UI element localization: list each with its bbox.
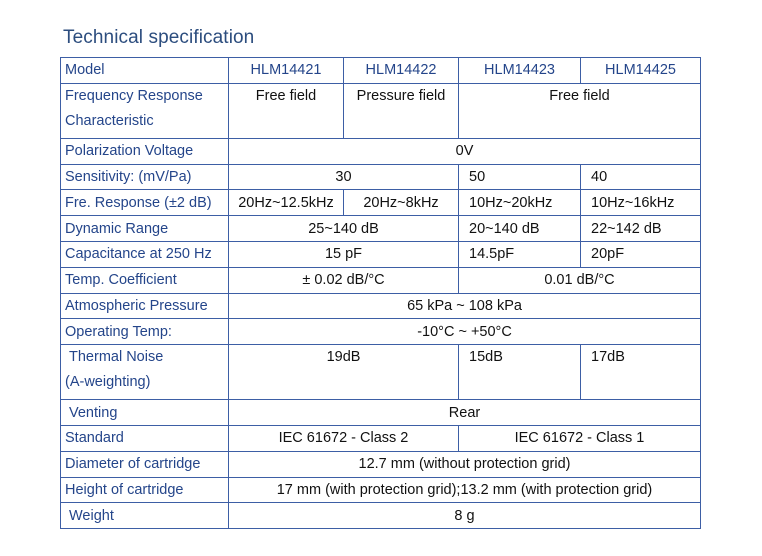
table-row-diameter <box>61 451 701 477</box>
row-label-polarization: Polarization Voltage <box>61 138 229 164</box>
row-label-model: Model <box>61 58 229 84</box>
cell-value: 25~140 dB <box>229 216 459 242</box>
table-row-operating-temp <box>61 319 701 345</box>
table-row-sensitivity <box>61 164 701 190</box>
row-label-capacitance: Capacitance at 250 Hz <box>61 241 229 267</box>
page-title: Technical specification <box>63 27 255 48</box>
cell-value: 0.01 dB/°C <box>459 267 701 293</box>
cell-value: IEC 61672 - Class 1 <box>459 425 701 451</box>
cell-value: 8 g <box>229 503 701 529</box>
row-label-operating-temp: Operating Temp: <box>61 319 229 345</box>
column-header-hlm14422: HLM14422 <box>344 58 459 84</box>
row-label-dynamic-range: Dynamic Range <box>61 216 229 242</box>
cell-value: 15dB <box>459 345 581 400</box>
cell-value: 50 <box>459 164 581 190</box>
cell-value: 20pF <box>581 241 701 267</box>
label-line-1: Frequency Response <box>65 87 203 104</box>
column-header-hlm14421: HLM14421 <box>229 58 344 84</box>
table-row-dynamic-range <box>61 216 701 242</box>
cell-value: 19dB <box>229 345 459 400</box>
row-label-venting: Venting <box>61 400 229 426</box>
cell-value: 10Hz~16kHz <box>581 190 701 216</box>
cell-value: 22~142 dB <box>581 216 701 242</box>
table-row-venting <box>61 400 701 426</box>
cell-value: 20~140 dB <box>459 216 581 242</box>
cell-value: 10Hz~20kHz <box>459 190 581 216</box>
column-header-hlm14423: HLM14423 <box>459 58 581 84</box>
cell-value: IEC 61672 - Class 2 <box>229 425 459 451</box>
table-row-frequency-characteristic <box>61 83 701 138</box>
table-row-weight <box>61 503 701 529</box>
cell-value: Pressure field <box>344 83 459 138</box>
cell-value: 20Hz~12.5kHz <box>229 190 344 216</box>
row-label-fre-response: Fre. Response (±2 dB) <box>61 190 229 216</box>
cell-value: 14.5pF <box>459 241 581 267</box>
row-label-diameter: Diameter of cartridge <box>61 451 229 477</box>
table-row-atmospheric-pressure <box>61 293 701 319</box>
cell-value: 17 mm (with protection grid);13.2 mm (with protection grid) <box>229 477 701 503</box>
spec-table <box>60 57 701 529</box>
row-label-sensitivity: Sensitivity: (mV/Pa) <box>61 164 229 190</box>
cell-value: 30 <box>229 164 459 190</box>
label-line-2: Characteristic <box>65 112 154 129</box>
cell-value: ± 0.02 dB/°C <box>229 267 459 293</box>
label-line-1: Thermal Noise <box>69 349 164 366</box>
table-row-polarization <box>61 138 701 164</box>
cell-value: 40 <box>581 164 701 190</box>
table-row-model <box>61 58 701 84</box>
cell-value: 0V <box>229 138 701 164</box>
cell-value: -10°C ~ +50°C <box>229 319 701 345</box>
cell-value: Free field <box>459 83 701 138</box>
cell-value: 20Hz~8kHz <box>344 190 459 216</box>
label-line-2: (A-weighting) <box>65 374 151 391</box>
row-label-temp-coefficient: Temp. Coefficient <box>61 267 229 293</box>
table-row-thermal-noise <box>61 345 701 400</box>
table-row-standard <box>61 425 701 451</box>
table-row-capacitance <box>61 241 701 267</box>
cell-value: 17dB <box>581 345 701 400</box>
row-label-frequency-characteristic <box>61 83 229 138</box>
column-header-hlm14425: HLM14425 <box>581 58 701 84</box>
row-label-atmospheric-pressure: Atmospheric Pressure <box>61 293 229 319</box>
table-row-fre-response <box>61 190 701 216</box>
row-label-standard: Standard <box>61 425 229 451</box>
cell-value: 65 kPa ~ 108 kPa <box>229 293 701 319</box>
cell-value: Rear <box>229 400 701 426</box>
table-row-height <box>61 477 701 503</box>
cell-value: 12.7 mm (without protection grid) <box>229 451 701 477</box>
table-row-temp-coefficient <box>61 267 701 293</box>
cell-value: 15 pF <box>229 241 459 267</box>
row-label-height: Height of cartridge <box>61 477 229 503</box>
row-label-thermal-noise <box>61 345 229 400</box>
row-label-weight: Weight <box>61 503 229 529</box>
cell-value: Free field <box>229 83 344 138</box>
